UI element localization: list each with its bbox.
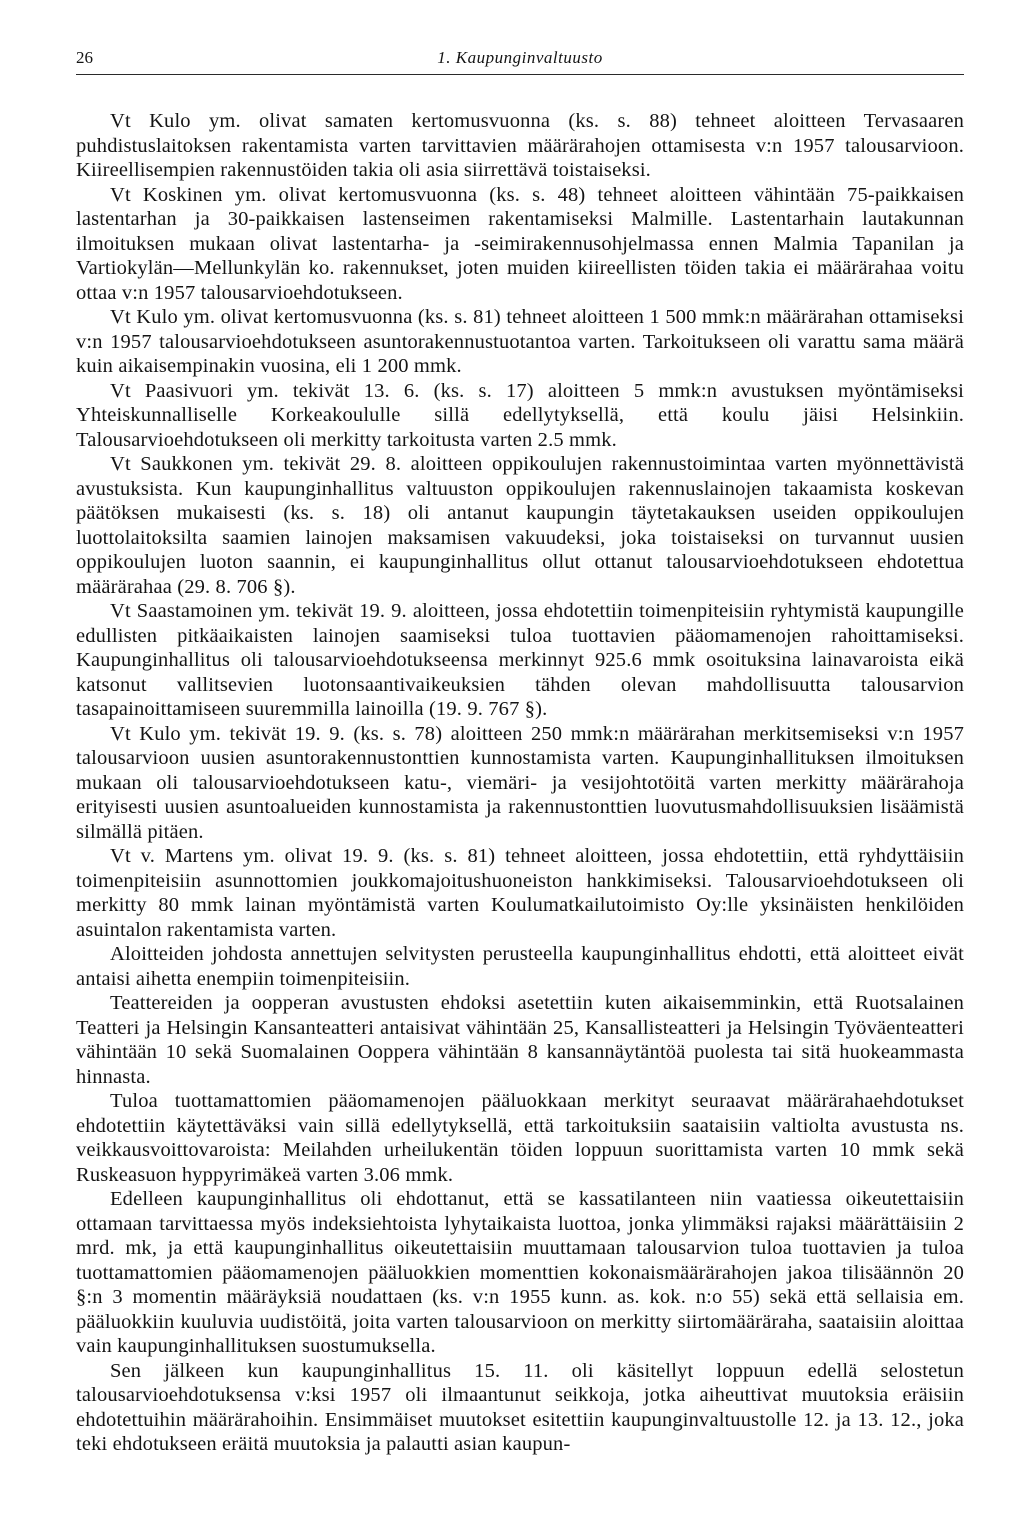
paragraph: Tuloa tuottamattomien pääomamenojen pääluokkaan merkityt seuraavat määrärahaehdotukset ehdotettiin käytettäväksi vain sillä edellytyksellä, että tarkoituksiin saataisiin valtiolta avustusta ns. veikkausvoittovaroista: Meilahden urheilukentän töiden loppuun suorittamista varten 10 mmk sekä Ruskeasuon hyppyrimäkeä varten 3.06 mmk.: [76, 1090, 964, 1186]
page-number: 26: [76, 48, 93, 67]
paragraph: Vt Paasivuori ym. tekivät 13. 6. (ks. s. 17) aloitteen 5 mmk:n avustuksen myöntämiseksi Yhteiskunnalliselle Korkeakoululle sillä edellytyksellä, että koulu jäisi Helsinkiin. Talousarvioehdotukseen oli merkitty tarkoitusta varten 2.5 mmk.: [76, 379, 964, 451]
body-text: [76, 109, 964, 1457]
running-header: [76, 44, 964, 75]
document-page: [76, 44, 964, 1457]
paragraph: Vt Kulo ym. olivat samaten kertomusvuonna (ks. s. 88) tehneet aloitteen Tervasaaren puhdistuslaitoksen rakentamista varten tarvittavien määrärahojen ottamisesta v:n 1957 talousarvioon. Kiireellisempien rakennustöiden takia oli asia siirrettävä toistaiseksi.: [76, 110, 964, 181]
section-title: 1. Kaupunginvaltuusto: [437, 48, 603, 67]
paragraph: Aloitteiden johdosta annettujen selvitysten perusteella kaupunginhallitus ehdotti, että aloitteet eivät antaisi aihetta enempiin toimenpiteisiin.: [76, 943, 964, 990]
paragraph: Vt Saastamoinen ym. tekivät 19. 9. aloitteen, jossa ehdotettiin toimenpiteisiin ryhtymistä kaupungille edullisten pitkäaikaisten lainojen saamiseksi tuloa tuottavien pääomamenojen rahoittamiseksi. Kaupunginhallitus oli talousarvioehdotukseensa merkinnyt 925.6 mmk osoituksina lainavaroista eikä katsonut vallitsevien luotonsaantivaikeuksien tähden olevan mahdollisuutta talousarvion tasapainoittamiseen suuremmilla lainoilla (19. 9. 767 §).: [76, 600, 964, 720]
paragraph: Vt Koskinen ym. olivat kertomusvuonna (ks. s. 48) tehneet aloitteen vähintään 75-paikkaisen lastentarhan ja 30-paikkaisen lastenseimen rakentamiseksi Malmille. Lastentarhain lautakunnan ilmoituksen mukaan olivat lastentarha- ja -seimirakennusohjelmassa ennen Malmia Tapanilan ja Vartiokylän—Mellunkylän ko. rakennukset, joten muiden kiireellisten töiden takia ei määrärahaa voitu ottaa v:n 1957 talousarvioehdotukseen.: [76, 183, 964, 304]
paragraph: Vt Kulo ym. tekivät 19. 9. (ks. s. 78) aloitteen 250 mmk:n määrärahan merkitsemiseksi v:n 1957 talousarvioon uusien asuntorakennustonttien kunnostamista varten. Kaupunginhallituksen ilmoituksen mukaan oli talousarvioehdotukseen katu-, viemäri- ja vesijohtotöitä varten merkitty määrärahoja erityisesti uusien asuntoalueiden kunnostamista ja rakennustonttien luovutusmahdollisuuksien lisäämistä silmällä pitäen.: [76, 722, 964, 843]
paragraph: Sen jälkeen kun kaupunginhallitus 15. 11. oli käsitellyt loppuun edellä selostetun talousarvioehdotuksensa v:ksi 1957 oli ilmaantunut seikkoja, jotka aiheuttivat muutoksia eräisiin ehdotettuihin määrärahoihin. Ensimmäiset muutokset esitettiin kaupunginvaltuustolle 12. ja 13. 12., joka teki ehdotukseen eräitä muutoksia ja palautti asian kaupun-: [76, 1359, 964, 1455]
paragraph: Vt Kulo ym. olivat kertomusvuonna (ks. s. 81) tehneet aloitteen 1 500 mmk:n määrärahan ottamiseksi v:n 1957 talousarvioehdotukseen asuntorakennustuotantoa varten. Tarkoitukseen oli varattu sama määrä kuin aikaisempinakin vuosina, eli 1 200 mmk.: [76, 306, 964, 377]
paragraph: Edelleen kaupunginhallitus oli ehdottanut, että se kassatilanteen niin vaatiessa oikeutettaisiin ottamaan tarvittaessa myös indeksiehtoista lyhytaikaista luottoa, jonka ylimmäksi rajaksi määrättäisiin 2 mrd. mk, ja että kaupunginhallitus oikeutettaisiin muuttamaan talousarvion tuloa tuottavien ja tuloa tuottamattomien pääomamenojen pääluokkien momenttien kokonaismäärärahojen jakoa tilisäännön 20 §:n 3 momentin määräyksiä noudattaen (ks. v:n 1955 kunn. as. kok. n:o 55) sekä että sellaisia em. pääluokkiin kuuluvia uudistöitä, joita varten talousarvioon on merkitty siirtomääräraha, saataisiin aloittaa vain kaupunginhallituksen suostumuksella.: [76, 1188, 964, 1357]
paragraph: Teattereiden ja oopperan avustusten ehdoksi asetettiin kuten aikaisemminkin, että Ruotsalainen Teatteri ja Helsingin Kansanteatteri antaisivat vähintään 25, Kansallisteatteri ja Helsingin Työväenteatteri vähintään 10 sekä Suomalainen Ooppera vähintään 8 kansannäytäntöä puolesta tai sitä huokeammasta hinnasta.: [76, 992, 964, 1088]
paragraph: Vt v. Martens ym. olivat 19. 9. (ks. s. 81) tehneet aloitteen, jossa ehdotettiin, että ryhdyttäisiin toimenpiteisiin asunnottomien joukkomajoitushuoneiston hankkimiseksi. Talousarvioehdotukseen oli merkitty 80 mmk lainan myöntämistä varten Koulumatkailutoimisto Oy:lle yksinäisten henkilöiden asuintalon rakentamista varten.: [76, 845, 964, 941]
paragraph: Vt Saukkonen ym. tekivät 29. 8. aloitteen oppikoulujen rakennustoimintaa varten myönnettävistä avustuksista. Kun kaupunginhallitus valtuuston oppikoulujen rakennuslainojen takaamista koskevan päätöksen mukaisesti (ks. s. 18) oli antanut kaupungin täytetakauksen useiden oppikoulujen luottolaitoksilta saamien lainojen maksamisen vakuudeksi, joka toistaiseksi on turvannut uusien oppikoulujen luoton saannin, ei kaupunginhallitus ollut ottanut talousarvioehdotukseen ehdotettua määrärahaa (29. 8. 706 §).: [76, 453, 964, 598]
